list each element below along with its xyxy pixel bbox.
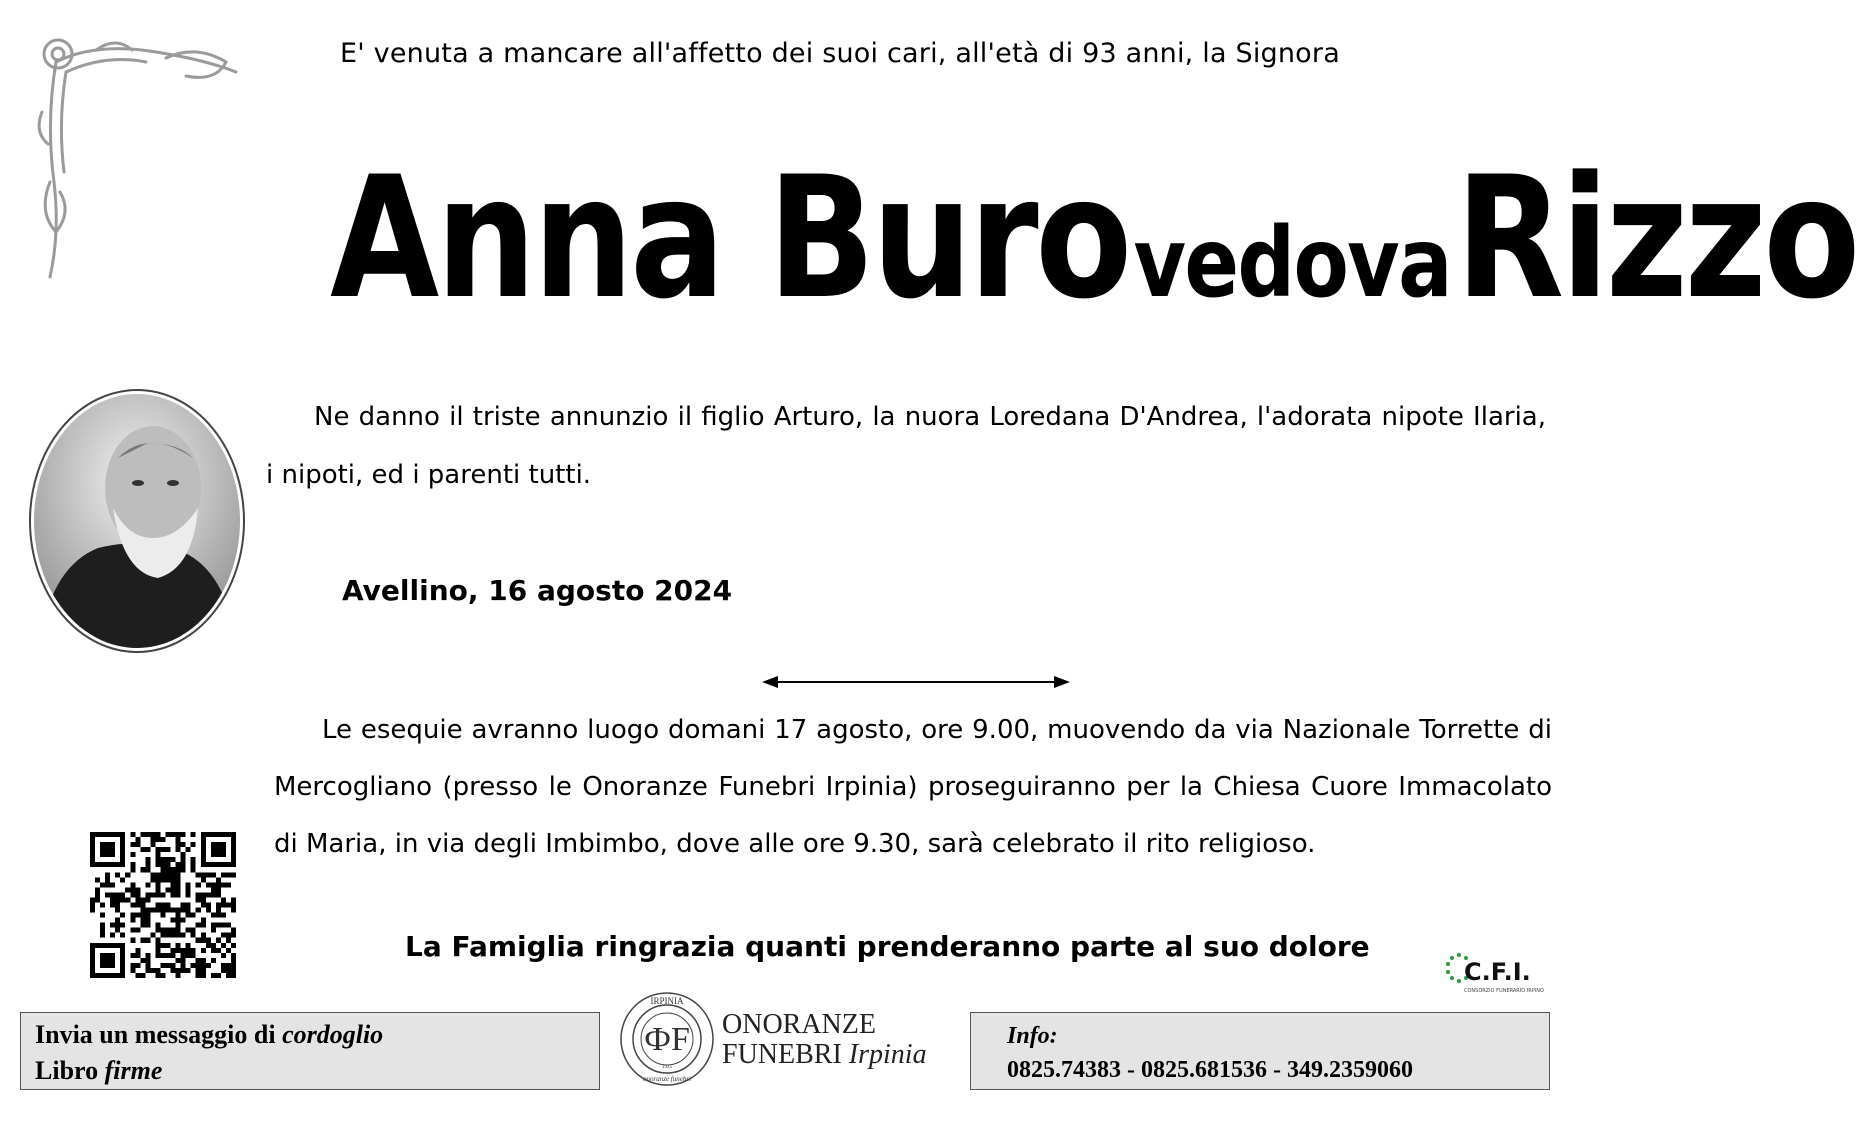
funeral-details: Le esequie avranno luogo domani 17 agosto, ore 9.00, muovendo da via Nazionale Torrette di Mercogliano (presso le Onoranze Funebri Irpinia) proseguiranno per la Chiesa Cuore Immacolato di Maria, in via degli Imbimbo, dove alle ore 9.30, sarà celebrato il rito religioso. <box>274 715 1552 859</box>
first-name: Anna Buro <box>330 140 1129 336</box>
brand-line-2: FUNEBRI Irpinia <box>722 1039 927 1070</box>
cfi-logo-text: C.F.I. <box>1464 958 1531 986</box>
seal-top-text: IRPINIA <box>650 996 684 1006</box>
corner-ornament-icon <box>36 32 246 282</box>
info-phones[interactable]: 0825.74383 - 0825.681536 - 349.2359060 <box>1007 1057 1413 1083</box>
qr-code[interactable] <box>90 832 236 978</box>
place-date: Avellino, 16 agosto 2024 <box>342 574 733 607</box>
send-condolence-link[interactable]: Invia un messaggio di cordoglio <box>35 1020 384 1049</box>
seal-bottom-text: onoranze funebri <box>642 1075 692 1083</box>
cfi-logo <box>1442 950 1544 996</box>
family-thanks: La Famiglia ringrazia quanti prenderanno parte al suo dolore <box>405 930 1370 963</box>
brand-line-1: ONORANZE <box>722 1009 876 1040</box>
info-label: Info: <box>1007 1023 1058 1049</box>
portrait-photo <box>28 388 246 654</box>
deceased-name <box>330 140 1857 336</box>
funeral-home-brand <box>722 1010 927 1070</box>
last-name: Rizzo <box>1455 140 1857 336</box>
seal-year: 1925 <box>662 1065 672 1070</box>
guestbook-link[interactable]: Libro firme <box>35 1056 163 1085</box>
cfi-logo-subtext: CONSORZIO FUNERARIO IRPINO <box>1464 988 1544 994</box>
funeral-home-seal-icon <box>618 990 716 1088</box>
intro-text: E' venuta a mancare all'affetto dei suoi cari, all'età di 93 anni, la Signora <box>340 38 1340 69</box>
condolence-box[interactable] <box>20 1012 600 1090</box>
svg-text:ФF: ФF <box>644 1021 690 1058</box>
info-box <box>970 1012 1550 1090</box>
double-arrow-divider <box>762 672 1070 692</box>
name-connector: vedova <box>1133 207 1451 319</box>
announcement-text: Ne danno il triste annunzio il figlio Arturo, la nuora Loredana D'Andrea, l'adorata nipote Ilaria, i nipoti, ed i parenti tutti. <box>266 402 1546 490</box>
